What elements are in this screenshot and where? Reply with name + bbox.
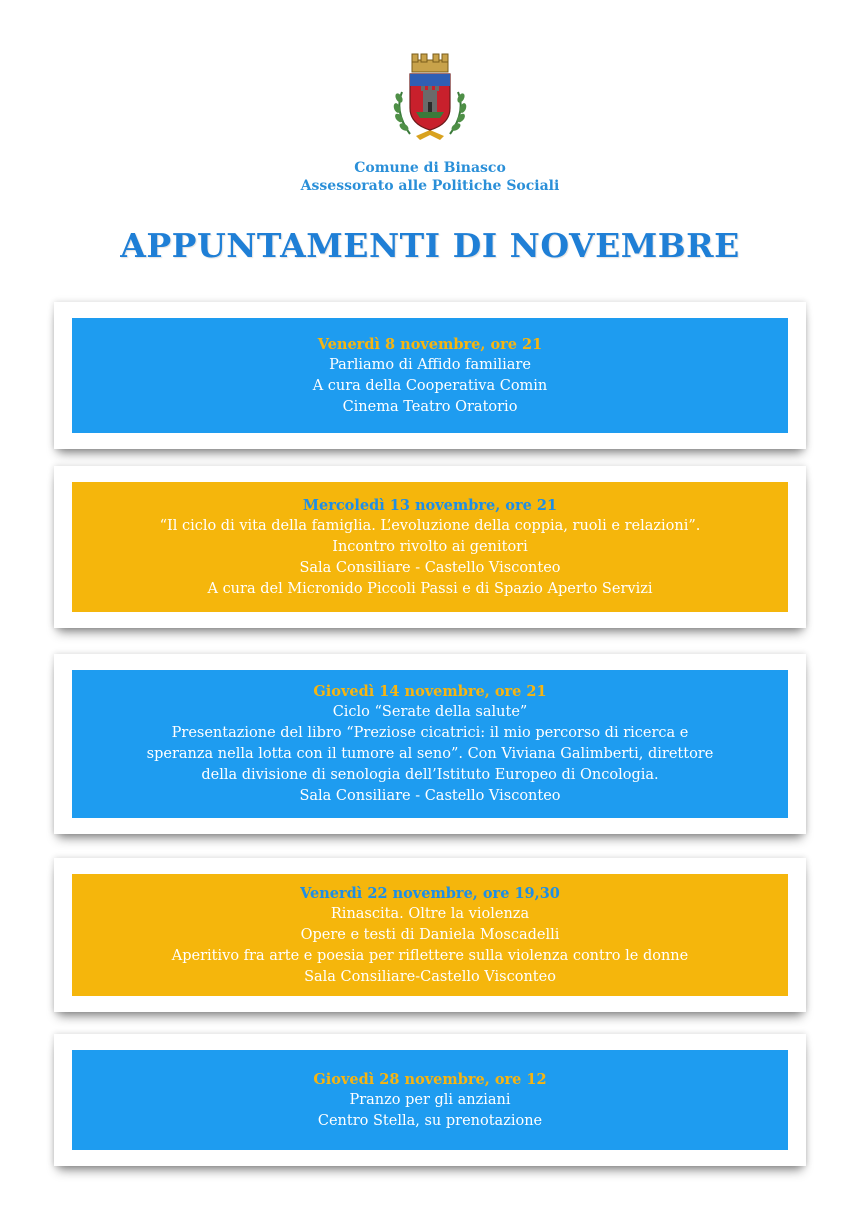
event-panel-5 xyxy=(72,1050,788,1150)
event-date: Giovedì 14 novembre, ore 21 xyxy=(313,683,547,700)
event-panel-2 xyxy=(72,482,788,612)
event-panel-4 xyxy=(72,874,788,996)
org-department: Assessorato alle Politiche Sociali xyxy=(300,178,560,194)
event-card-1 xyxy=(54,302,806,449)
event-line: Centro Stella, su prenotazione xyxy=(317,1112,543,1129)
event-line: speranza nella lotta con il tumore al seno”. Con Viviana Galimberti, direttore xyxy=(146,746,714,762)
event-date: Giovedì 28 novembre, ore 12 xyxy=(313,1070,547,1088)
event-line: Presentazione del libro “Preziose cicatrici: il mio percorso di ricerca e xyxy=(171,725,689,741)
event-line: Sala Consiliare - Castello Visconteo xyxy=(299,788,561,804)
municipal-crest-icon xyxy=(388,52,472,144)
event-line: Incontro rivolto ai genitori xyxy=(332,538,528,555)
event-line: Parliamo di Affido familiare xyxy=(329,356,531,373)
event-panel-1 xyxy=(72,318,788,433)
event-line: Sala Consiliare - Castello Visconteo xyxy=(299,559,561,576)
event-line: A cura della Cooperativa Comin xyxy=(312,377,548,394)
event-date: Mercoledì 13 novembre, ore 21 xyxy=(302,496,558,514)
event-card-4 xyxy=(54,858,806,1012)
event-card-2 xyxy=(54,466,806,628)
event-line: Sala Consiliare-Castello Visconteo xyxy=(304,968,556,985)
event-line: Rinascita. Oltre la violenza xyxy=(330,905,530,922)
event-line: Ciclo “Serate della salute” xyxy=(332,704,528,720)
event-line: della divisione di senologia dell’Istituto Europeo di Oncologia. xyxy=(201,767,659,783)
event-line: A cura del Micronido Piccoli Passi e di Spazio Aperto Servizi xyxy=(207,580,653,597)
page-title: APPUNTAMENTI DI NOVEMBRE xyxy=(120,226,740,265)
event-line: Aperitivo fra arte e poesia per riflettere sulla violenza contro le donne xyxy=(171,947,689,964)
event-panel-3 xyxy=(72,670,788,818)
event-line: “Il ciclo di vita della famiglia. L’evoluzione della coppia, ruoli e relazioni”. xyxy=(159,517,701,534)
event-card-3 xyxy=(54,654,806,834)
event-line: Pranzo per gli anziani xyxy=(349,1091,511,1108)
event-date: Venerdì 8 novembre, ore 21 xyxy=(317,335,543,353)
event-line: Cinema Teatro Oratorio xyxy=(342,398,518,415)
event-date: Venerdì 22 novembre, ore 19,30 xyxy=(300,884,560,902)
org-name: Comune di Binasco xyxy=(354,160,506,176)
event-card-5 xyxy=(54,1034,806,1166)
event-line: Opere e testi di Daniela Moscadelli xyxy=(300,926,560,943)
